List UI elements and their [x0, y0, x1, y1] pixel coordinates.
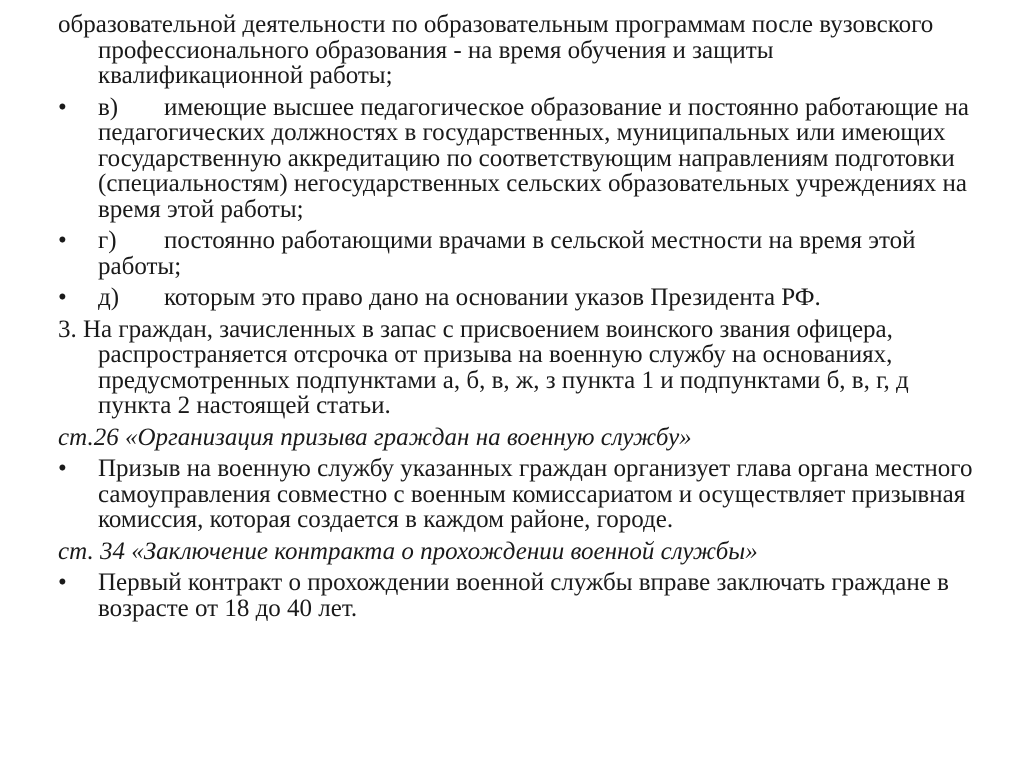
bullet-marker: •	[58, 569, 67, 596]
list-item-g	[58, 228, 984, 279]
item-letter: в)	[98, 93, 119, 121]
bullet-marker: •	[58, 93, 67, 121]
item-letter: д)	[98, 284, 120, 311]
paragraph-text: 3. На граждан, зачисленных в запас с присвоением воинского звания офицера, распространяется отсрочка от призыва на военную службу на основаниях, предусмотренных подпунктами а, б, в, ж, з пункта 1 и подпунктами б, в, г, д пункта 2 настоящей статьи.	[58, 315, 909, 419]
bullet-marker: •	[58, 284, 67, 311]
article-heading-26	[58, 425, 984, 451]
item-text: Первый контракт о прохождении военной службы вправе заключать граждане в возрасте от 18 до 40 лет.	[98, 569, 949, 622]
list-item-v	[58, 95, 984, 223]
item-letter: г)	[98, 227, 117, 254]
paragraph-3	[58, 317, 984, 419]
item-text: имеющие высшее педагогическое образование и постоянно работающие на педагогических должностях в государственных, муниципальных или имеющих государственную аккредитацию по соответствующим направлениям подготовки (специальностям) негосударственных сельских образовательных учреждениях на время этой работы;	[98, 93, 969, 223]
paragraph-text: образовательной деятельности по образовательным программам после вузовского профессионального образования - на время обучения и защиты квалификационной работы;	[58, 11, 934, 89]
article-heading-34	[58, 539, 984, 565]
list-item-conscription	[58, 456, 984, 533]
item-text: постоянно работающими врачами в сельской местности на время этой работы;	[98, 227, 916, 280]
list-item-contract	[58, 570, 984, 621]
heading-text: ст.26 «Организация призыва граждан на военную службу»	[58, 423, 692, 451]
list-item-d	[58, 285, 984, 311]
bullet-marker: •	[58, 455, 67, 482]
bullet-marker: •	[58, 227, 67, 254]
item-text: Призыв на военную службу указанных граждан организует глава органа местного самоуправления совместно с военным комиссариатом и осуществляет призывная комиссия, которая создается в каждом районе, городе.	[98, 455, 973, 533]
item-text: которым это право дано на основании указов Президента РФ.	[164, 284, 821, 311]
heading-text: ст. 34 «Заключение контракта о прохождении военной службы»	[58, 537, 758, 565]
paragraph-continuation	[58, 12, 984, 89]
